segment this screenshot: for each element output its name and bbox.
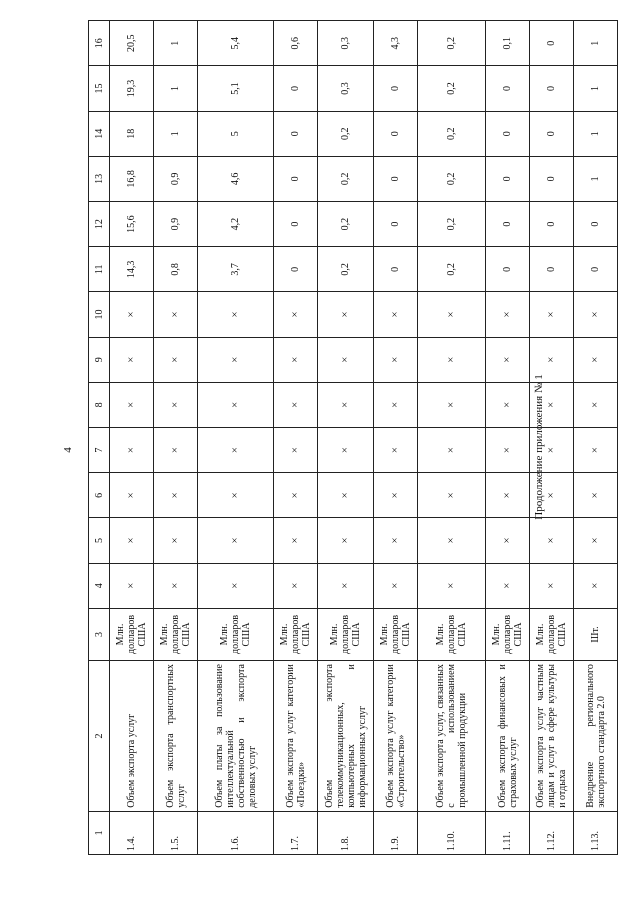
value-cell: 0: [374, 202, 418, 247]
indicator-name: Объем платы за пользование интеллектуальной собственностью и экспорта деловых услуг: [198, 661, 274, 812]
value-cell: 0: [486, 247, 530, 292]
value-cell: ×: [530, 337, 574, 382]
table-body: [110, 21, 618, 855]
value-cell: ×: [530, 428, 574, 473]
value-cell: 0: [274, 247, 318, 292]
value-cell: ×: [110, 292, 154, 337]
column-number-header: 11: [89, 247, 110, 292]
column-number-header: 10: [89, 292, 110, 337]
value-cell: ×: [154, 337, 198, 382]
column-number-header: 8: [89, 382, 110, 427]
value-cell: ×: [374, 382, 418, 427]
value-cell: ×: [418, 428, 486, 473]
value-cell: ×: [110, 428, 154, 473]
value-cell: 0,2: [418, 156, 486, 201]
row-number: 1.6.: [198, 811, 274, 854]
column-number-header: 3: [89, 608, 110, 660]
row-number: 1.5.: [154, 811, 198, 854]
value-cell: ×: [486, 428, 530, 473]
value-cell: ×: [574, 473, 618, 518]
table-row: [318, 21, 374, 855]
value-cell: ×: [574, 337, 618, 382]
value-cell: ×: [318, 337, 374, 382]
value-cell: 0,8: [154, 247, 198, 292]
value-cell: 1: [574, 66, 618, 111]
value-cell: ×: [530, 382, 574, 427]
value-cell: ×: [574, 518, 618, 563]
value-cell: 15,6: [110, 202, 154, 247]
value-cell: ×: [110, 473, 154, 518]
value-cell: ×: [486, 563, 530, 608]
value-cell: 0: [374, 156, 418, 201]
value-cell: ×: [318, 428, 374, 473]
value-cell: ×: [110, 382, 154, 427]
table-frame: [88, 20, 618, 855]
unit-of-measure: Млн. долларов США: [418, 608, 486, 660]
value-cell: ×: [374, 337, 418, 382]
value-cell: ×: [374, 428, 418, 473]
rotated-table-container: [88, 20, 618, 855]
value-cell: ×: [198, 563, 274, 608]
value-cell: ×: [318, 518, 374, 563]
value-cell: 0: [486, 111, 530, 156]
column-number-header: 2: [89, 661, 110, 812]
value-cell: ×: [154, 292, 198, 337]
value-cell: 0,3: [318, 66, 374, 111]
table-row: [530, 21, 574, 855]
unit-of-measure: Млн. долларов США: [198, 608, 274, 660]
table-row: [574, 21, 618, 855]
indicator-name: Объем экспорта услуг, связанных с использованием промышленной продукции: [418, 661, 486, 812]
column-number-header: 12: [89, 202, 110, 247]
value-cell: 0,2: [318, 202, 374, 247]
value-cell: ×: [574, 428, 618, 473]
value-cell: ×: [318, 473, 374, 518]
value-cell: ×: [486, 518, 530, 563]
table-row: [110, 21, 154, 855]
row-number: 1.13.: [574, 811, 618, 854]
table-row: [374, 21, 418, 855]
row-number: 1.8.: [318, 811, 374, 854]
value-cell: 0: [374, 111, 418, 156]
value-cell: ×: [530, 518, 574, 563]
value-cell: ×: [486, 473, 530, 518]
value-cell: 0,2: [418, 111, 486, 156]
value-cell: 0: [486, 202, 530, 247]
row-number: 1.10.: [418, 811, 486, 854]
value-cell: ×: [154, 563, 198, 608]
value-cell: ×: [274, 292, 318, 337]
value-cell: 0: [530, 21, 574, 66]
value-cell: ×: [574, 292, 618, 337]
value-cell: ×: [486, 292, 530, 337]
value-cell: ×: [154, 518, 198, 563]
value-cell: ×: [318, 563, 374, 608]
value-cell: 0,9: [154, 156, 198, 201]
value-cell: ×: [374, 518, 418, 563]
value-cell: 0: [274, 111, 318, 156]
value-cell: ×: [318, 382, 374, 427]
unit-of-measure: Млн. долларов США: [274, 608, 318, 660]
value-cell: 1: [154, 66, 198, 111]
value-cell: 1: [154, 111, 198, 156]
value-cell: 0,2: [418, 247, 486, 292]
value-cell: ×: [198, 428, 274, 473]
indicator-name: Объем экспорта услуг: [110, 661, 154, 812]
value-cell: 0: [486, 66, 530, 111]
value-cell: 4,2: [198, 202, 274, 247]
value-cell: 5,1: [198, 66, 274, 111]
value-cell: 5: [198, 111, 274, 156]
value-cell: ×: [154, 473, 198, 518]
value-cell: 0: [530, 66, 574, 111]
value-cell: ×: [154, 382, 198, 427]
indicator-name: Внедрение регионального экспортного стандарта 2.0: [574, 661, 618, 812]
value-cell: 0,2: [318, 156, 374, 201]
unit-of-measure: Млн. долларов США: [486, 608, 530, 660]
value-cell: 0: [530, 202, 574, 247]
value-cell: 0,2: [318, 111, 374, 156]
value-cell: 1: [154, 21, 198, 66]
indicator-name: Объем экспорта услуг категории «Поездки»: [274, 661, 318, 812]
value-cell: 0: [374, 247, 418, 292]
value-cell: 0: [274, 202, 318, 247]
page-number: 4: [62, 447, 74, 453]
value-cell: 0,6: [274, 21, 318, 66]
value-cell: ×: [198, 337, 274, 382]
value-cell: ×: [274, 337, 318, 382]
value-cell: 0: [530, 156, 574, 201]
unit-of-measure: Млн. долларов США: [374, 608, 418, 660]
column-number-header: 14: [89, 111, 110, 156]
unit-of-measure: Млн. долларов США: [318, 608, 374, 660]
value-cell: 0: [574, 202, 618, 247]
row-number: 1.9.: [374, 811, 418, 854]
value-cell: ×: [486, 337, 530, 382]
value-cell: 0: [486, 156, 530, 201]
value-cell: ×: [374, 473, 418, 518]
value-cell: 18: [110, 111, 154, 156]
value-cell: ×: [198, 518, 274, 563]
value-cell: ×: [198, 473, 274, 518]
table-row: [198, 21, 274, 855]
value-cell: 3,7: [198, 247, 274, 292]
value-cell: 0,9: [154, 202, 198, 247]
value-cell: 0,2: [318, 247, 374, 292]
column-number-header: 4: [89, 563, 110, 608]
value-cell: ×: [318, 292, 374, 337]
table-row: [486, 21, 530, 855]
value-cell: 14,3: [110, 247, 154, 292]
column-number-row: [89, 21, 110, 855]
indicators-table: [88, 20, 618, 855]
value-cell: ×: [418, 292, 486, 337]
value-cell: 4,3: [374, 21, 418, 66]
value-cell: 4,6: [198, 156, 274, 201]
table-row: [418, 21, 486, 855]
value-cell: ×: [274, 428, 318, 473]
column-number-header: 9: [89, 337, 110, 382]
row-number: 1.7.: [274, 811, 318, 854]
value-cell: 0: [530, 111, 574, 156]
indicator-name: Объем экспорта финансовых и страховых услуг: [486, 661, 530, 812]
value-cell: ×: [274, 563, 318, 608]
value-cell: ×: [110, 563, 154, 608]
value-cell: ×: [374, 292, 418, 337]
value-cell: ×: [530, 563, 574, 608]
row-number: 1.12.: [530, 811, 574, 854]
value-cell: 0: [574, 247, 618, 292]
unit-of-measure: Млн. долларов США: [110, 608, 154, 660]
value-cell: ×: [574, 563, 618, 608]
value-cell: 16,8: [110, 156, 154, 201]
value-cell: 19,3: [110, 66, 154, 111]
value-cell: 20,5: [110, 21, 154, 66]
value-cell: ×: [530, 292, 574, 337]
table-row: [154, 21, 198, 855]
column-number-header: 6: [89, 473, 110, 518]
value-cell: ×: [274, 382, 318, 427]
value-cell: ×: [418, 473, 486, 518]
row-number: 1.11.: [486, 811, 530, 854]
value-cell: 0,2: [418, 202, 486, 247]
table-row: [274, 21, 318, 855]
column-number-header: 13: [89, 156, 110, 201]
unit-of-measure: Млн. долларов США: [154, 608, 198, 660]
indicator-name: Объем экспорта услуг частным лицам и услуг в сфере культуры и отдыха: [530, 661, 574, 812]
value-cell: ×: [110, 518, 154, 563]
value-cell: ×: [154, 428, 198, 473]
column-number-header: 5: [89, 518, 110, 563]
value-cell: 0: [274, 66, 318, 111]
column-number-header: 7: [89, 428, 110, 473]
value-cell: ×: [418, 337, 486, 382]
value-cell: ×: [198, 382, 274, 427]
value-cell: ×: [110, 337, 154, 382]
value-cell: ×: [418, 518, 486, 563]
value-cell: 0,1: [486, 21, 530, 66]
value-cell: ×: [574, 382, 618, 427]
value-cell: ×: [418, 382, 486, 427]
value-cell: 0,2: [418, 21, 486, 66]
value-cell: ×: [486, 382, 530, 427]
value-cell: ×: [374, 563, 418, 608]
value-cell: ×: [418, 563, 486, 608]
value-cell: 1: [574, 21, 618, 66]
value-cell: 5,4: [198, 21, 274, 66]
unit-of-measure: Млн. долларов США: [530, 608, 574, 660]
unit-of-measure: Шт.: [574, 608, 618, 660]
value-cell: ×: [274, 518, 318, 563]
column-number-header: 16: [89, 21, 110, 66]
value-cell: 1: [574, 156, 618, 201]
continuation-note: Продолжение приложения № 1: [533, 374, 545, 520]
value-cell: ×: [198, 292, 274, 337]
value-cell: 1: [574, 111, 618, 156]
row-number: 1.4.: [110, 811, 154, 854]
indicator-name: Объем экспорта транспортных услуг: [154, 661, 198, 812]
column-number-header: 15: [89, 66, 110, 111]
value-cell: ×: [530, 473, 574, 518]
value-cell: 0: [374, 66, 418, 111]
value-cell: 0: [274, 156, 318, 201]
value-cell: 0,2: [418, 66, 486, 111]
value-cell: 0,3: [318, 21, 374, 66]
column-number-header: 1: [89, 811, 110, 854]
value-cell: 0: [530, 247, 574, 292]
indicator-name: Объем экспорта услуг категории «Строительство»: [374, 661, 418, 812]
indicator-name: Объем экспорта телекоммуникационных, компьютерных и информационных услуг: [318, 661, 374, 812]
value-cell: ×: [274, 473, 318, 518]
